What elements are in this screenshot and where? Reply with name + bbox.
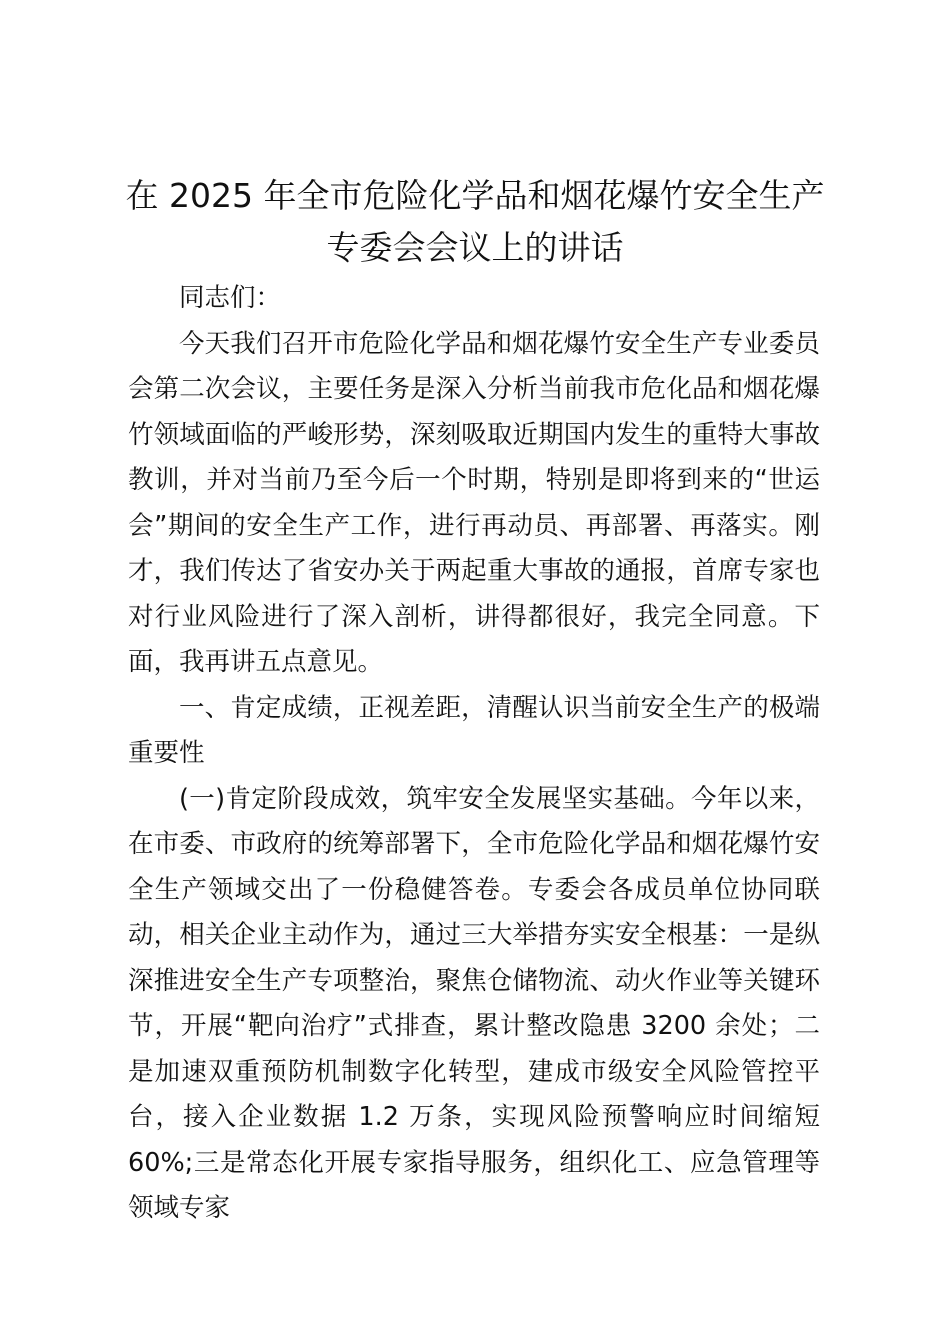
document-body	[128, 276, 820, 1232]
paragraph-opening: 今天我们召开市危险化学品和烟花爆竹安全生产专业委员会第二次会议，主要任务是深入分析当前我市危化品和烟花爆竹领域面临的严峻形势，深刻吸取近期国内发生的重特大事故教训，并对当前乃至今后一个时期，特别是即将到来的“世运会”期间的安全生产工作，进行再动员、再部署、再落实。刚才，我们传达了省安办关于两起重大事故的通报，首席专家也对行业风险进行了深入剖析，讲得都很好，我完全同意。下面，我再讲五点意见。	[128, 328, 820, 677]
paragraph-subsection-1: (一)肯定阶段成效，筑牢安全发展坚实基础。今年以来，在市委、市政府的统筹部署下，全市危险化学品和烟花爆竹安全生产领域交出了一份稳健答卷。专委会各成员单位协同联动，相关企业主动作为，通过三大举措夯实安全根基：一是纵深推进安全生产专项整治，聚焦仓储物流、动火作业等关键环节，开展“靶向治疗”式排查，累计整改隐患 3200 余处；二是加速双重预防机制数字化转型，建成市级安全风险管控平台，接入企业数据 1.2 万条，实现风险预警响应时间缩短 60%;三是常态化开展专家指导服务，组织化工、应急管理等领域专家	[128, 783, 820, 1223]
document-title: 在 2025 年全市危险化学品和烟花爆竹安全生产专委会会议上的讲话	[125, 176, 825, 267]
salutation: 同志们：	[179, 283, 282, 313]
section-heading-1: 一、肯定成绩，正视差距，清醒认识当前安全生产的极端重要性	[128, 692, 820, 768]
